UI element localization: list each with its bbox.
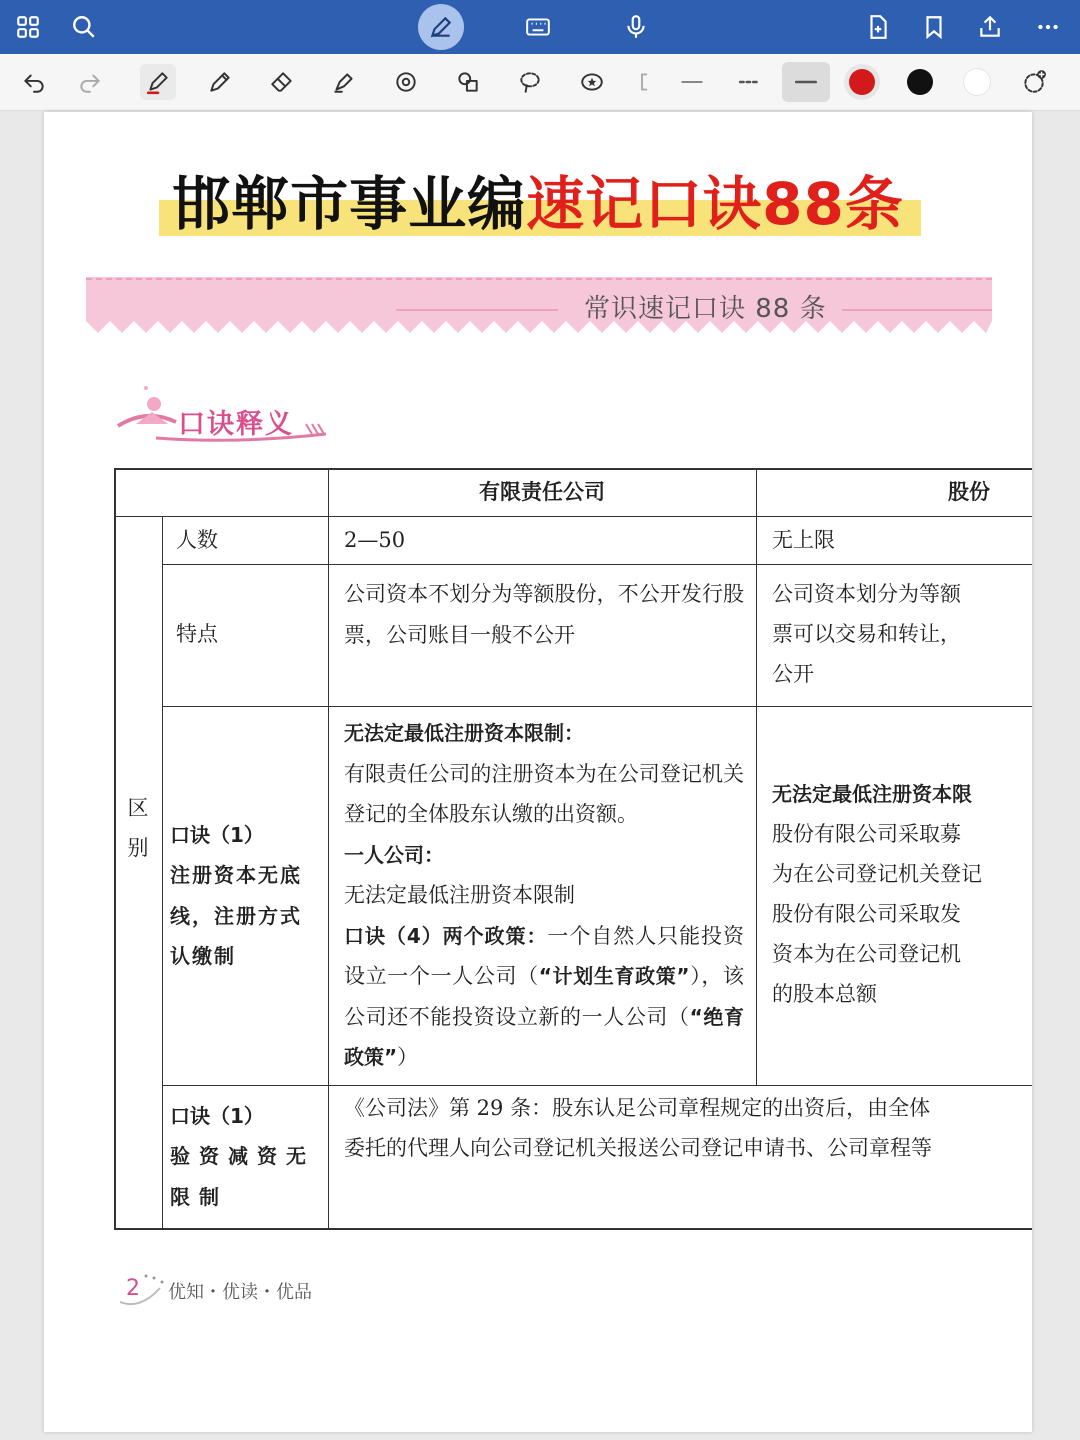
section-label: 口诀释义 xyxy=(178,409,294,440)
banner-dashed-line xyxy=(86,278,992,280)
banner-line-right xyxy=(842,309,992,311)
black-color-swatch[interactable] xyxy=(907,69,933,95)
shapes-icon[interactable] xyxy=(450,64,486,100)
thin-line-icon[interactable] xyxy=(674,64,710,100)
pen-mode-icon[interactable] xyxy=(418,4,464,50)
llc-capital-heading: 无法定最低注册资本限制： xyxy=(344,721,584,745)
pink-banner xyxy=(86,277,992,321)
title-red-part: 速记口诀88条 xyxy=(526,170,904,238)
llc-headcount: 2—50 xyxy=(344,528,406,552)
add-color-icon[interactable] xyxy=(1016,64,1052,100)
family-planning-policy: “计划生育政策” xyxy=(538,964,690,988)
sterilization-policy: “绝育政策” xyxy=(344,1004,744,1069)
jsc-capital-line5: 的股本总额 xyxy=(772,982,877,1006)
highlighter-icon[interactable] xyxy=(326,64,362,100)
document-page[interactable] xyxy=(44,112,1032,1432)
col-header-llc: 有限责任公司 xyxy=(479,480,605,504)
lasso-icon[interactable] xyxy=(512,64,548,100)
table-rule xyxy=(114,516,1032,517)
eraser-icon[interactable] xyxy=(264,64,300,100)
llc-capital-desc: 有限责任公司的注册资本为在公司登记机关登记的全体股东认缴的出资额。 xyxy=(344,761,744,826)
table-rule xyxy=(162,516,163,1229)
one-person-heading: 一人公司： xyxy=(344,842,444,867)
footer-swoosh-icon xyxy=(116,1270,176,1310)
jsc-features-line3: 公开 xyxy=(772,662,814,686)
comparison-table xyxy=(114,468,1032,1229)
jsc-headcount: 无上限 xyxy=(772,528,835,552)
two-policies-text-a: 一个自然人只能投资设立一个一人公司（ xyxy=(344,923,744,988)
pencil-icon[interactable] xyxy=(202,64,238,100)
page-title xyxy=(44,168,1032,240)
table-rule xyxy=(162,1085,1032,1086)
add-page-icon[interactable] xyxy=(858,7,898,47)
table-rule xyxy=(162,706,1032,707)
row-label-capital-verify: 验资减资无限制 xyxy=(170,1144,315,1209)
grid-view-icon[interactable] xyxy=(8,7,48,47)
microphone-icon[interactable] xyxy=(616,7,656,47)
table-rule xyxy=(162,564,1032,565)
row-label-headcount: 人数 xyxy=(176,528,218,552)
jsc-capital-line3: 股份有限公司采取发 xyxy=(772,902,961,926)
row-label-mnemonic-1b: 口诀（1） xyxy=(170,1104,264,1128)
bookmark-icon[interactable] xyxy=(914,7,954,47)
one-person-desc: 无法定最低注册资本限制 xyxy=(344,883,575,907)
jsc-capital-line2: 为在公司登记机关登记 xyxy=(772,862,982,886)
jsc-capital-line4: 资本为在公司登记机 xyxy=(772,942,961,966)
company-law-line2: 委托的代理人向公司登记机关报送公司登记申请书、公司章程等 xyxy=(344,1136,932,1160)
row-label-mnemonic-1: 口诀（1） xyxy=(170,823,264,847)
two-policies-heading: 口诀（4）两个政策： xyxy=(344,923,548,948)
table-rule xyxy=(114,468,1032,470)
pen-tool-icon[interactable] xyxy=(140,64,176,100)
more-options-icon[interactable] xyxy=(1028,7,1068,47)
banner-title: 常识速记口诀 88 条 xyxy=(584,294,827,324)
table-rule xyxy=(114,1228,1032,1230)
footer-slogan: 优知・优读・优品 xyxy=(168,1282,312,1303)
jsc-capital-line1: 股份有限公司采取募 xyxy=(772,822,961,846)
row-label-features: 特点 xyxy=(176,622,218,646)
top-app-bar xyxy=(0,0,1080,54)
table-rule xyxy=(328,468,329,1229)
row-label-capital: 注册资本无底线，注册方式认缴制 xyxy=(170,863,302,968)
col-header-joint-stock: 股份 xyxy=(948,480,990,504)
company-law-line1: 《公司法》第 29 条：股东认足公司章程规定的出资后，由全体 xyxy=(344,1096,931,1120)
undo-icon[interactable] xyxy=(16,64,52,100)
medium-line-icon[interactable] xyxy=(782,62,830,102)
jsc-capital-heading: 无法定最低注册资本限 xyxy=(772,782,972,806)
text-tool-icon[interactable] xyxy=(632,64,652,100)
group-label: 区别 xyxy=(127,796,149,860)
jsc-features-line2: 票可以交易和转让， xyxy=(772,622,961,646)
two-policies-text-b: ），该公司还不能投资设立新的一人公司（ xyxy=(344,964,745,1029)
search-icon[interactable] xyxy=(64,7,104,47)
table-rule xyxy=(756,468,757,1085)
share-icon[interactable] xyxy=(970,7,1010,47)
keyboard-icon[interactable] xyxy=(518,7,558,47)
two-policies-text-c: ） xyxy=(397,1045,419,1069)
dotted-line-icon[interactable] xyxy=(732,64,768,100)
drawing-toolbar xyxy=(0,54,1080,111)
red-color-swatch[interactable] xyxy=(849,69,875,95)
title-black-part: 邯郸市事业编 xyxy=(172,170,527,238)
white-color-swatch[interactable] xyxy=(964,69,990,95)
jsc-features-line1: 公司资本划分为等额 xyxy=(772,582,961,606)
banner-line-left xyxy=(396,309,558,311)
redo-icon[interactable] xyxy=(72,64,108,100)
shape-tool-icon[interactable] xyxy=(388,64,424,100)
llc-capital-text xyxy=(344,713,744,1078)
table-rule xyxy=(114,468,116,1229)
llc-features: 公司资本不划分为等额股份，不公开发行股票，公司账目一般不公开 xyxy=(344,582,744,647)
sticker-icon[interactable] xyxy=(574,64,610,100)
zigzag-edge xyxy=(86,321,992,335)
page-number: 2 xyxy=(126,1276,140,1301)
